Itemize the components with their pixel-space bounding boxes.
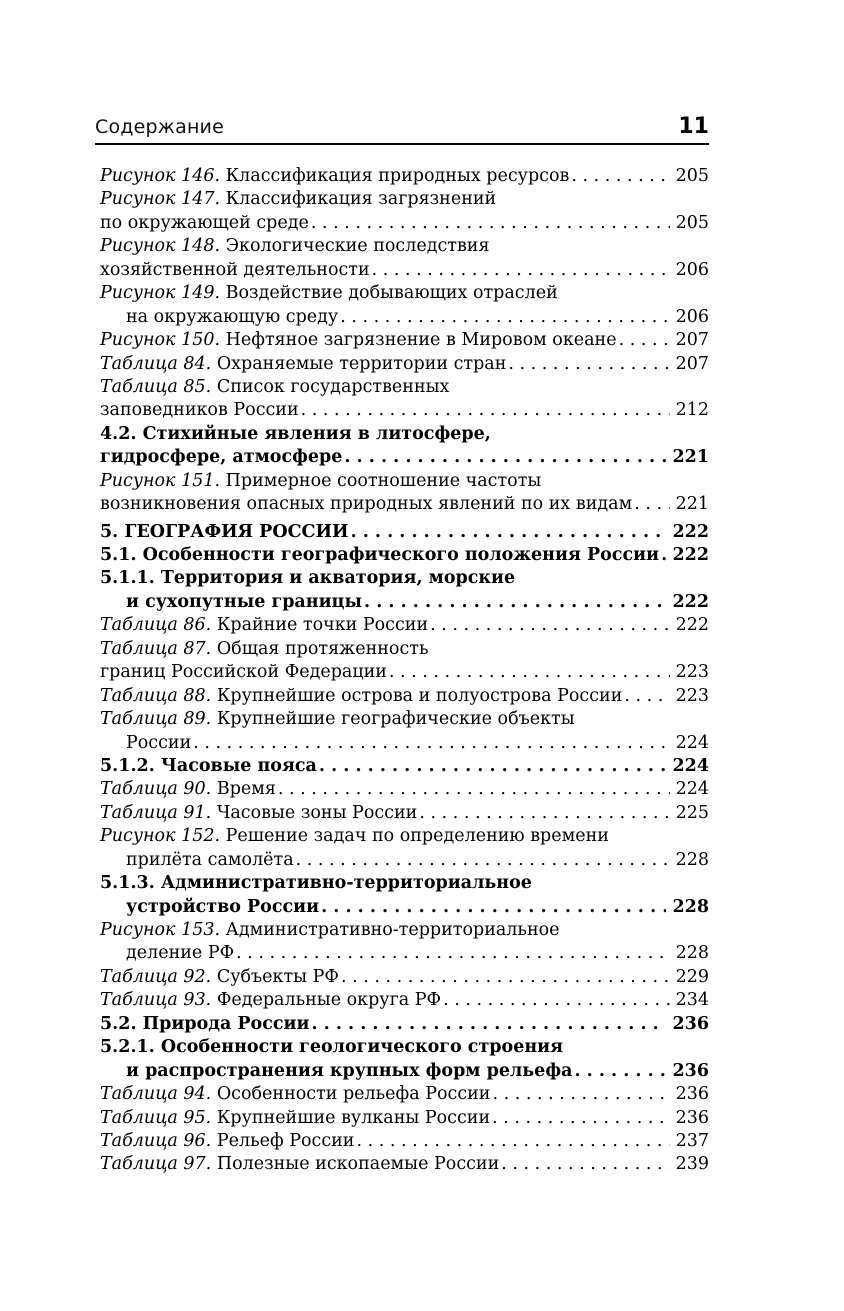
dot-leader — [309, 212, 670, 235]
toc-entry-label: Таблица 91. — [100, 802, 212, 823]
toc-entry-title: Часовые зоны России — [216, 802, 418, 823]
running-header — [95, 114, 709, 144]
toc-page-number: 205 — [675, 212, 709, 233]
toc-entry[interactable] — [100, 235, 709, 258]
toc-entry-text — [100, 966, 339, 989]
toc-page-number: 222 — [675, 615, 709, 636]
toc-entry-title: 5.1. Особенности географического положения России — [100, 545, 660, 565]
toc-entry[interactable] — [100, 825, 709, 848]
toc-entry-text — [100, 639, 428, 659]
dot-leader — [632, 493, 669, 516]
toc-entry-title: заповедников России — [100, 400, 299, 421]
dot-leader — [490, 1083, 669, 1106]
toc-entry-title: Примерное соотношение частоты — [225, 470, 542, 491]
toc-entry-title: Особенности рельефа России — [216, 1084, 491, 1105]
toc-entry-text — [126, 306, 338, 329]
toc-entry-text — [100, 826, 609, 846]
toc-entry[interactable] — [100, 614, 709, 637]
toc-entry-title: Рельеф России — [216, 1130, 355, 1151]
toc-page-number: 206 — [675, 259, 709, 280]
toc-entry-title: Охраняемые территории стран — [216, 353, 507, 374]
toc-page-number: 221 — [675, 494, 709, 515]
dot-leader — [317, 755, 667, 778]
header-rule — [95, 143, 709, 145]
toc-entry[interactable] — [100, 942, 709, 965]
dot-leader — [362, 591, 666, 614]
toc-entry-title: по окружающей среде — [100, 212, 309, 233]
toc-entry[interactable] — [100, 493, 709, 516]
toc-entry-text — [100, 493, 632, 516]
toc-entry-label: Рисунок 152. — [100, 826, 221, 847]
dot-leader — [276, 778, 670, 801]
toc-entry[interactable] — [100, 1083, 709, 1106]
dot-leader — [234, 942, 669, 965]
toc-entry-label: Рисунок 149. — [100, 283, 221, 304]
toc-entry[interactable] — [100, 567, 709, 590]
toc-page-number: 223 — [675, 685, 709, 706]
toc-entry-text — [100, 1153, 499, 1176]
dot-leader — [299, 399, 670, 422]
dot-leader — [572, 1060, 666, 1083]
toc-entry-title: Время — [216, 779, 276, 800]
toc-entry[interactable] — [100, 896, 709, 919]
toc-entry[interactable] — [100, 188, 709, 211]
toc-entry-label: Таблица 93. — [100, 990, 212, 1011]
toc-entry-title: Экологические последствия — [225, 236, 490, 257]
dot-leader — [499, 1153, 669, 1176]
toc-entry-text — [126, 591, 362, 614]
toc-page-number: 222 — [672, 591, 709, 612]
toc-entry-text — [100, 709, 575, 729]
toc-entry-label: Рисунок 151. — [100, 470, 221, 491]
toc-entry-label: Таблица 89. — [100, 709, 212, 730]
toc-entry[interactable] — [100, 591, 709, 614]
toc-entry[interactable] — [100, 1107, 709, 1130]
toc-entry-title: Федеральные округа РФ — [216, 990, 442, 1011]
toc-entry-title: 5.1.2. Часовые пояса — [100, 755, 317, 776]
toc-page-number: 236 — [672, 1013, 709, 1034]
toc-entry-text — [100, 873, 532, 893]
toc-page-number: 224 — [675, 779, 709, 800]
toc-entry-title: 5. ГЕОГРАФИЯ РОССИИ — [100, 521, 349, 542]
toc-entry-title: Классификация загрязнений — [225, 189, 497, 210]
toc-entry-text — [126, 942, 234, 965]
toc-entry[interactable] — [100, 1036, 709, 1059]
toc-page-number: 236 — [675, 1107, 709, 1128]
toc-page-number: 228 — [675, 849, 709, 870]
toc-entry[interactable] — [100, 282, 709, 305]
dot-leader — [338, 306, 669, 329]
toc-entry[interactable] — [100, 353, 709, 376]
toc-entry-text — [126, 896, 319, 919]
toc-page-number: 229 — [675, 966, 709, 987]
toc-page-number: 239 — [675, 1154, 709, 1175]
toc-entry-text — [100, 1013, 309, 1036]
toc-page-number: 236 — [675, 1084, 709, 1105]
toc-entry[interactable] — [100, 521, 709, 544]
toc-entry-text — [126, 1060, 572, 1083]
toc-entry[interactable] — [100, 755, 709, 778]
toc-entry-text — [100, 568, 515, 588]
toc-entry-title: деление РФ — [126, 943, 235, 964]
toc-page-number: 228 — [675, 943, 709, 964]
toc-entry[interactable] — [100, 165, 709, 188]
toc-entry[interactable] — [100, 685, 709, 708]
toc-entry-text — [100, 802, 417, 825]
toc-entry-title: Классификация природных ресурсов — [225, 166, 570, 186]
toc-entry-text — [126, 849, 294, 872]
toc-entry-title: на окружающую среду — [126, 306, 339, 327]
toc-entry-title: России — [126, 732, 192, 753]
toc-entry[interactable] — [100, 732, 709, 755]
toc-entry-label: Таблица 85. — [100, 376, 212, 397]
dot-leader — [294, 849, 670, 872]
toc-page-number: 237 — [675, 1130, 709, 1151]
toc-entry-text — [100, 1130, 354, 1153]
toc-entry-text — [100, 236, 490, 256]
dot-leader — [622, 685, 669, 708]
toc-entry-text — [100, 329, 617, 352]
toc-entry[interactable] — [100, 544, 709, 567]
toc-entry-title: 5.1.3. Административно-территориальное — [100, 873, 532, 894]
toc-entry[interactable] — [100, 638, 709, 661]
toc-entry-title: Крупнейшие географические объекты — [216, 709, 575, 730]
toc-entry[interactable] — [100, 399, 709, 422]
toc-entry-label: Рисунок 146. — [100, 166, 221, 186]
toc-page-number: 205 — [675, 166, 709, 186]
toc-entry-text — [100, 189, 496, 209]
toc-entry-text — [100, 353, 506, 376]
toc-page-number: 221 — [672, 447, 709, 468]
dot-leader — [441, 989, 670, 1012]
dot-leader — [617, 329, 670, 352]
toc-entry[interactable] — [100, 872, 709, 895]
dot-leader — [370, 259, 670, 282]
toc-entry-title: Воздействие добывающих отраслей — [225, 283, 558, 304]
toc-entry[interactable] — [100, 259, 709, 282]
toc-entry[interactable] — [100, 212, 709, 235]
toc-page-number: 222 — [672, 545, 709, 565]
toc-entry-text — [100, 212, 309, 235]
toc-entry-text — [100, 1083, 490, 1106]
toc-entry-text — [100, 661, 387, 684]
toc-entry[interactable] — [100, 989, 709, 1012]
toc-entry-text — [100, 399, 299, 422]
toc-entry[interactable] — [100, 919, 709, 942]
toc-entry-title: возникновения опасных природных явлений по их видам — [100, 494, 633, 515]
toc-entry-label: Таблица 94. — [100, 1084, 212, 1105]
toc-entry-title: Общая протяженность — [216, 638, 429, 659]
toc-page-number: 207 — [675, 330, 709, 351]
toc-entry-title: 4.2. Стихийные явления в литосфере, — [100, 423, 491, 444]
toc-entry-text — [100, 259, 370, 282]
dot-leader — [349, 521, 667, 544]
toc-entry-title: Крайние точки России — [216, 615, 429, 636]
toc-entry-label: Рисунок 147. — [100, 189, 221, 210]
page-number: 11 — [678, 114, 709, 139]
toc-entry-text — [100, 283, 558, 303]
toc-entry-text — [100, 1037, 563, 1057]
toc-entry-title: Крупнейшие вулканы России — [216, 1107, 491, 1128]
toc-entry-text — [100, 471, 541, 491]
toc-entry-text — [100, 377, 449, 397]
toc-entry-text — [100, 544, 659, 567]
toc-page-number: 225 — [675, 802, 709, 823]
toc-entry-label: Таблица 86. — [100, 615, 212, 636]
toc-entry-title: и сухопутные границы — [126, 591, 363, 612]
toc-entry-label: Таблица 87. — [100, 638, 212, 659]
toc-entry[interactable] — [100, 306, 709, 329]
toc-entry-label: Таблица 90. — [100, 779, 212, 800]
toc-entry-title: 5.2. Природа России — [100, 1013, 310, 1034]
toc-page-number: 223 — [675, 662, 709, 683]
toc-entry-title: Субъекты РФ — [216, 966, 339, 987]
dot-leader — [342, 446, 666, 469]
toc-entry-title: Список государственных — [216, 376, 450, 397]
dot-leader — [417, 802, 669, 825]
toc-entry-title: Решение задач по определению времени — [225, 826, 609, 847]
toc-entry-label: Таблица 92. — [100, 966, 212, 987]
toc-entry-text — [100, 1107, 490, 1130]
toc-entry-label: Таблица 97. — [100, 1154, 212, 1175]
toc-entry-text — [100, 685, 622, 708]
dot-leader — [387, 661, 670, 684]
header-title: Содержание — [95, 116, 224, 138]
dot-leader — [309, 1013, 666, 1036]
toc-page-number: 207 — [675, 353, 709, 374]
toc-entry-title: гидросфере, атмосфере — [100, 447, 343, 468]
toc-entry[interactable] — [100, 1013, 709, 1036]
toc-entry[interactable] — [100, 802, 709, 825]
toc-entry[interactable] — [100, 446, 709, 469]
table-of-contents — [100, 165, 709, 1177]
toc-entry[interactable] — [100, 376, 709, 399]
toc-entry-title: 5.2.1. Особенности геологического строения — [100, 1037, 564, 1058]
toc-entry-text — [100, 165, 569, 188]
toc-entry-text — [100, 989, 441, 1012]
toc-entry-title: границ Российской Федерации — [100, 662, 387, 683]
dot-leader — [506, 353, 669, 376]
dot-leader — [659, 544, 666, 567]
toc-entry[interactable] — [100, 1153, 709, 1176]
toc-page-number: 222 — [672, 521, 709, 542]
toc-entry-title: Административно-территориальное — [225, 920, 560, 940]
dot-leader — [354, 1130, 669, 1153]
toc-entry[interactable] — [100, 470, 709, 493]
toc-entry-title: устройство России — [126, 896, 320, 917]
toc-entry-text — [100, 521, 349, 544]
dot-leader — [569, 165, 669, 188]
toc-entry[interactable] — [100, 966, 709, 989]
toc-entry-title: и распространения крупных форм рельефа — [126, 1060, 573, 1081]
toc-entry-text — [100, 755, 317, 778]
toc-entry[interactable] — [100, 1130, 709, 1153]
toc-entry[interactable] — [100, 849, 709, 872]
toc-entry-text — [100, 424, 491, 444]
toc-entry-title: Полезные ископаемые России — [216, 1154, 500, 1175]
toc-page-number: 228 — [672, 896, 709, 917]
toc-entry-label: Таблица 84. — [100, 353, 212, 374]
toc-entry-label: Таблица 95. — [100, 1107, 212, 1128]
toc-page-number: 212 — [675, 400, 709, 421]
toc-entry[interactable] — [100, 423, 709, 446]
toc-entry-label: Таблица 88. — [100, 685, 212, 706]
toc-page-number: 224 — [675, 732, 709, 753]
toc-entry-text — [100, 920, 560, 940]
toc-page-number: 206 — [675, 306, 709, 327]
toc-page-number: 234 — [675, 990, 709, 1011]
toc-entry-label: Рисунок 153. — [100, 920, 221, 940]
toc-page-number: 236 — [672, 1060, 709, 1081]
dot-leader — [319, 896, 666, 919]
toc-entry[interactable] — [100, 778, 709, 801]
dot-leader — [428, 614, 669, 637]
toc-entry-text — [100, 778, 276, 801]
dot-leader — [490, 1107, 669, 1130]
toc-entry[interactable] — [100, 661, 709, 684]
toc-entry[interactable] — [100, 708, 709, 731]
toc-entry[interactable] — [100, 329, 709, 352]
toc-entry-title: Нефтяное загрязнение в Мировом океане — [225, 330, 617, 351]
toc-entry-label: Таблица 96. — [100, 1130, 212, 1151]
toc-entry[interactable] — [100, 1060, 709, 1083]
toc-entry-label: Рисунок 150. — [100, 330, 221, 351]
toc-page-number: 224 — [672, 755, 709, 776]
toc-entry-title: 5.1.1. Территория и акватория, морские — [100, 568, 516, 589]
toc-entry-title: Крупнейшие острова и полуострова России — [216, 685, 623, 706]
dot-leader — [191, 732, 669, 755]
toc-entry-text — [100, 446, 342, 469]
toc-entry-text — [126, 732, 191, 755]
toc-entry-label: Рисунок 148. — [100, 236, 221, 257]
dot-leader — [339, 966, 670, 989]
toc-entry-title: прилёта самолёта — [126, 849, 294, 870]
toc-entry-title: хозяйственной деятельности — [100, 259, 370, 280]
toc-entry-text — [100, 614, 428, 637]
